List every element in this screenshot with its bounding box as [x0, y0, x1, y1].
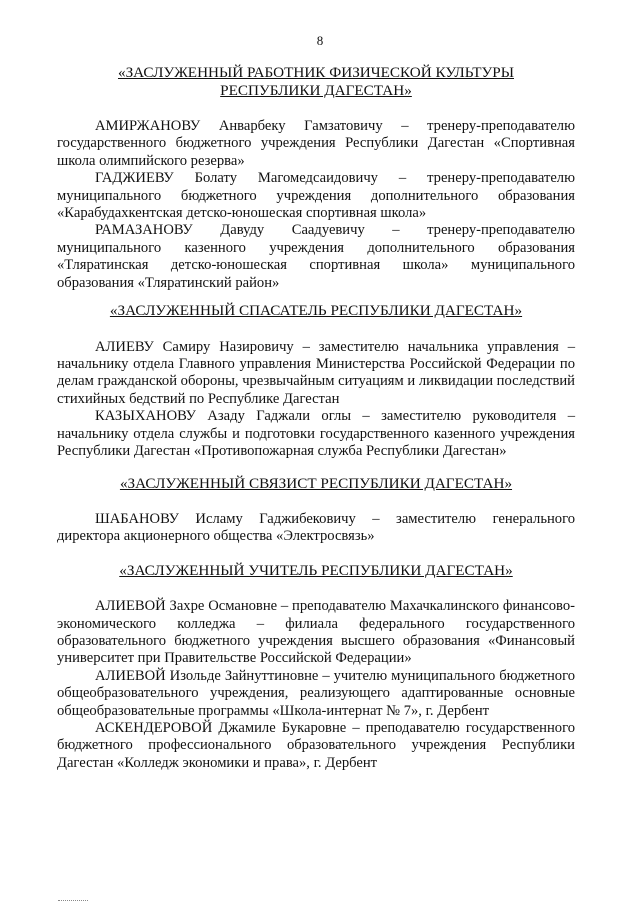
award-entry: АМИРЖАНОВУ Анварбеку Гамзатовичу – тренеру-преподавателю государственного бюджетного учреждения Республики Дагестан «Спортивная школа олимпийского резерва» — [57, 118, 575, 169]
section-rescuer — [57, 302, 575, 460]
section-physical-culture — [57, 64, 575, 292]
scan-footer-mark — [58, 900, 88, 905]
award-entry: РАМАЗАНОВУ Давуду Саадуевичу – тренеру-преподавателю муниципального казенного учреждения дополнительного образования «Тляратинская детско-юношеская спортивная школа» муниципального образования «Тляратинский район» — [57, 222, 575, 291]
section-communications — [57, 475, 575, 545]
section-heading: «ЗАСЛУЖЕННЫЙ СПАСАТЕЛЬ РЕСПУБЛИКИ ДАГЕСТАН» — [109, 302, 523, 320]
award-entry: ШАБАНОВУ Исламу Гаджибековичу – заместителю генерального директора акционерного общества «Электросвязь» — [57, 510, 575, 545]
award-entry: АЛИЕВОЙ Захре Османовне – преподавателю Махачкалинского финансово-экономического колледжа – филиала федерального государственного образовательного бюджетного учреждения высшего образования «Финансовый университет при Правительстве Российской Федерации» — [57, 598, 575, 667]
section-heading: «ЗАСЛУЖЕННЫЙ УЧИТЕЛЬ РЕСПУБЛИКИ ДАГЕСТАН» — [119, 561, 513, 579]
award-entry: АЛИЕВУ Самиру Назировичу – заместителю начальника управления – начальнику отдела Главного управления Министерства Российской Федерации по делам гражданской обороны, чрезвычайным ситуациям и ликвидации последствий стихийных бедствий по Республике Дагестан — [57, 338, 575, 407]
page-number: 8 — [316, 33, 324, 48]
section-heading: «ЗАСЛУЖЕННЫЙ СВЯЗИСТ РЕСПУБЛИКИ ДАГЕСТАН» — [119, 475, 513, 493]
award-entry: АЛИЕВОЙ Изольде Зайнуттиновне – учителю муниципального бюджетного общеобразовательного учреждения, реализующего адаптированные основные общеобразовательные программы «Школа-интернат № 7», г. Дербент — [57, 667, 575, 719]
award-entry: АСКЕНДЕРОВОЙ Джамиле Букаровне – преподавателю государственного бюджетного профессионального образовательного учреждения Республики Дагестан «Колледж экономики и права», г. Дербент — [57, 720, 575, 771]
section-heading-line2: РЕСПУБЛИКИ ДАГЕСТАН» — [220, 81, 412, 99]
document-body — [57, 64, 575, 772]
award-entry: КАЗЫХАНОВУ Азаду Гаджали оглы – заместителю руководителя – начальнику отдела службы и подготовки государственного казенного учреждения Республики Дагестан «Противопожарная служба Республики Дагестан» — [57, 408, 575, 459]
award-entry: ГАДЖИЕВУ Болату Магомедсаидовичу – тренеру-преподавателю муниципального бюджетного учреждения дополнительного образования «Карабудахкентская детско-юношеская спортивная школа» — [57, 170, 575, 222]
section-teacher — [57, 562, 575, 773]
section-heading: «ЗАСЛУЖЕННЫЙ РАБОТНИК ФИЗИЧЕСКОЙ КУЛЬТУРЫ — [117, 64, 514, 81]
